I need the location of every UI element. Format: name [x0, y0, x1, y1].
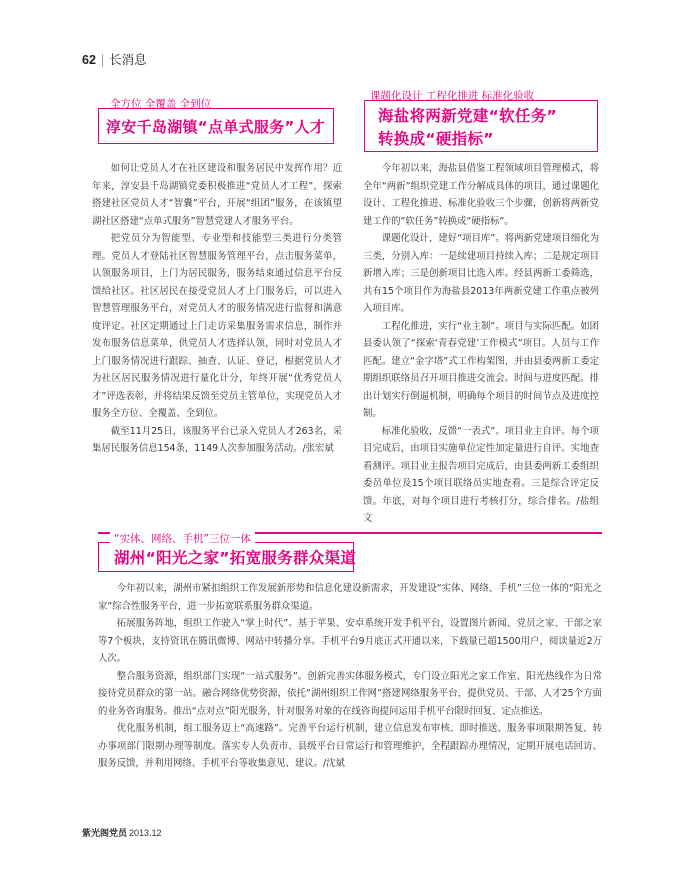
page-number: 62 [82, 53, 96, 67]
article2-paragraph: 今年初以来，海盐县借鉴工程领域项目管理模式，将全年“两新”组织党建工作分解成具体的项目，通过课题化设计、工程化推进、标准化验收三个步骤，创新将两新党建工作的“软任务”转换成“硬指标”。 [363, 163, 599, 227]
article3-paragraph: 今年初以来，湖州市紧扣组织工作发展新形势和信息化建设新需求，开发建设“实体、网络、手机”三位一体的“阳光之家”综合性服务平台，进一步拓宽联系服务群众渠道。 [98, 583, 602, 612]
article2-body [363, 160, 599, 528]
article1-kicker: 全方位 全覆盖 全到位 [110, 98, 212, 110]
article1-paragraph: 把党员分为智能型、专业型和技能型三类进行分类管理。党员人才登陆社区智慧服务管理平台，点击服务菜单，认领服务项目，上门为居民服务，服务结束通过信息平台反馈给社区。社区居民在接受党员人才上门服务后，可以进入智慧管理服务平台，对党员人才的服务情况进行监督和满意度评定。社区定期通过上门走访采集服务需求信息，制作并发布服务信息菜单，供党员人才选择认领，同时对党员人才上门服务情况进行跟踪、抽查、认证、登记，根据党员人才为社区居民服务情况进行量化计分，年终开展“优秀党员人才”评选表彰，并将结果反馈至党员主管单位，实现党员人才服务全方位、全覆盖、全到位。 [92, 233, 342, 419]
article1-title: 淳安千岛湖镇“点单式服务”人才 [106, 118, 326, 136]
page-header [82, 50, 147, 68]
article3-paragraph: 整合服务资源，组织部门实现“一站式服务”。创新完善实体服务模式，专门设立阳光之家工作室、阳光热线作为日常接待党员群众的第一站。融合网络优势资源，依托“湖州组织工作网”搭建网络服务平台，提供党员、干部、人才25个方面的业务咨询服务。推出“点对点”阳光服务，针对服务对象的在线咨询提问运用手机平台限时回复、定点推送。 [98, 670, 602, 717]
section-name: 长消息 [109, 53, 147, 67]
article1-body [92, 160, 342, 458]
page-footer [82, 826, 162, 839]
article2-title-line2: 转换成“硬指标” [378, 130, 494, 148]
header-divider: | [100, 53, 105, 67]
article2-paragraph: 课题化设计，建好“项目库”。将两新党建项目细化为三类，分别入库：一是续建项目持续入库；二是规定项目新增入库；三是创新项目比选入库。经县两新工委筛选，共有15个项目作为海盐县2013年两新党建工作重点被列入项目库。 [363, 233, 599, 314]
article2-kicker: 课题化设计 工程化推进 标准化验收 [370, 90, 535, 102]
issue-date: 2013.12 [129, 828, 162, 838]
article3-paragraph: 拓展服务阵地，组织工作驶入“掌上时代”。基于苹果、安卓系统开发手机平台，设置图片新闻、党员之家、干部之家等7个板块，支持资讯在腾讯微博、网站中转播分享。手机平台9月底正式开通以来，下载量已超1500用户，阅读量近2万人次。 [98, 618, 602, 664]
article2-paragraph: 工程化推进，实行“业主制”。项目与实际匹配。如团县委认领了“探索‘青春党建’工作模式”项目。人员与工作匹配。建立“金字塔”式工作构架图，并由县委两新工委定期组织联络员召开项目推进交流会。时间与进度匹配。排出计划实行倒逼机制，明确每个项目的时间节点及进度控制。 [363, 320, 599, 419]
article2-paragraph: 标准化验收，反馈“一表式”。项目业主自评。每个项目完成后，由项目实施单位定性加定量进行自评。实地查看测评。项目业主报告项目完成后，由县委两新工委组织委员单位及15个项目联络员实地查看。三是综合评定反馈。年底，对每个项目进行考核打分，综合排名。/盐组文 [363, 425, 599, 524]
article3-title: 湖州“阳光之家”拓宽服务群众渠道 [114, 549, 357, 567]
magazine-brand: 紫光阁党员 [82, 829, 128, 839]
article3-kicker: “实体、网络、手机”三位一体 [110, 531, 255, 546]
article1-paragraph: 截至11月25日，该服务平台已录入党员人才263名，采集居民服务信息154条，1149人次参加服务活动。/张宏斌 [92, 425, 342, 454]
article1-paragraph: 如何让党员人才在社区建设和服务居民中发挥作用？近年来，淳安县千岛湖镇党委积极推进“党员人才工程”，探索搭建社区党员人才“智囊”平台，开展“组团”服务，在该镇望湖社区搭建“点单式服务”智慧党建人才服务平台。 [92, 163, 342, 227]
article2-title-line1: 海盐将两新党建“软任务” [378, 107, 557, 125]
article3-paragraph: 优化服务机制，组工服务迈上“高速路”。完善平台运行机制，建立信息发布审核、即时推送、服务事项限期答复、转办事项部门限期办理等制度。落实专人负责市、县级平台日常运行和管理维护，全程跟踪办理情况，定期开展电话回访、服务反馈，并利用网络、手机平台等收集意见、建议。/沈斌 [98, 723, 602, 769]
article3-body [98, 580, 602, 773]
